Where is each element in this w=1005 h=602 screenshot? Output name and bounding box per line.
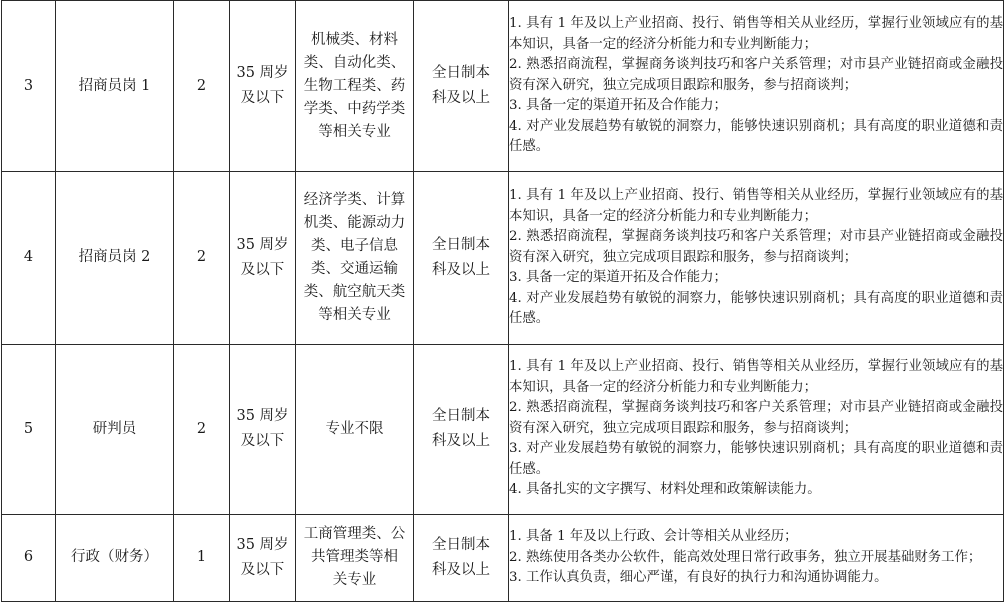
education-line: 科及以上 — [432, 433, 490, 450]
major-line: 经济学类、计算 — [303, 191, 406, 208]
major-line: 专业不限 — [325, 420, 384, 437]
major-requirement — [296, 1, 414, 172]
requirement-item: 3. 对产业发展趋势有敏锐的洞察力，能够快速识别商机；具有高度的职业道德和责任感。 — [509, 441, 1003, 477]
age-line: 35 周岁 — [236, 536, 289, 553]
education-line: 全日制本 — [432, 65, 490, 82]
table-row — [2, 172, 1004, 344]
position-name: 招商员岗 1 — [56, 1, 174, 172]
age-line: 及以下 — [240, 561, 285, 578]
recruitment-table — [1, 0, 1004, 602]
education-line: 全日制本 — [432, 536, 490, 553]
education-line: 科及以上 — [432, 561, 490, 578]
age-line: 35 周岁 — [236, 408, 289, 425]
major-line: 工商管理类、公 — [303, 526, 406, 543]
major-line: 类、电子信息 — [311, 237, 398, 254]
requirement-item: 1. 具有 1 年及以上产业招商、投行、销售等相关从业经历，掌握行业领域应有的基本知识，具备一定的经济分析能力和专业判断能力； — [509, 359, 1003, 395]
major-line: 类、自动化类、 — [303, 54, 406, 71]
row-number: 5 — [2, 344, 56, 514]
education-line: 科及以上 — [432, 90, 490, 107]
age-line: 及以下 — [240, 261, 285, 278]
age-line: 及以下 — [240, 433, 285, 450]
major-line: 共管理类等相 — [311, 549, 398, 566]
requirement-item: 4. 对产业发展趋势有敏锐的洞察力，能够快速识别商机；具有高度的职业道德和责任感。 — [509, 290, 1003, 327]
job-requirements — [509, 514, 1004, 601]
job-requirements — [509, 344, 1004, 514]
major-requirement — [296, 344, 414, 514]
requirement-item: 1. 具有 1 年及以上产业招商、投行、销售等相关从业经历，掌握行业领域应有的基本知识，具备一定的经济分析能力和专业判断能力； — [509, 188, 1003, 224]
headcount: 2 — [174, 172, 230, 344]
age-line: 及以下 — [240, 90, 285, 107]
position-name: 招商员岗 2 — [56, 172, 174, 344]
requirement-item: 4. 具备扎实的文字撰写、材料处理和政策解读能力。 — [509, 482, 821, 498]
major-line: 类、航空航天类 — [303, 283, 406, 300]
requirement-item: 3. 具备一定的渠道开拓及合作能力； — [509, 98, 727, 114]
requirement-item: 1. 具备 1 年及以上行政、会计等相关从业经历； — [509, 529, 798, 545]
headcount: 2 — [174, 1, 230, 172]
row-number: 6 — [2, 514, 56, 601]
major-line: 类、交通运输 — [311, 260, 398, 277]
major-line: 生物工程类、药 — [303, 77, 406, 94]
major-line: 学类、中药学类 — [303, 100, 406, 117]
job-requirements — [509, 1, 1004, 172]
position-name: 研判员 — [56, 344, 174, 514]
major-line: 机械类、材料 — [311, 31, 398, 48]
requirement-item: 4. 对产业发展趋势有敏锐的洞察力，能够快速识别商机；具有高度的职业道德和责任感。 — [509, 118, 1003, 155]
job-requirements — [509, 172, 1004, 344]
education-requirement — [414, 172, 509, 344]
major-line: 等相关专业 — [318, 306, 391, 323]
age-limit — [230, 1, 296, 172]
education-requirement — [414, 1, 509, 172]
major-requirement — [296, 514, 414, 601]
education-requirement — [414, 514, 509, 601]
age-limit — [230, 172, 296, 344]
education-line: 科及以上 — [432, 261, 490, 278]
position-name: 行政（财务） — [56, 514, 174, 601]
headcount: 1 — [174, 514, 230, 601]
table-row — [2, 1, 1004, 172]
headcount: 2 — [174, 344, 230, 514]
education-requirement — [414, 344, 509, 514]
age-line: 35 周岁 — [236, 65, 289, 82]
major-line: 等相关专业 — [318, 123, 391, 140]
table-row — [2, 514, 1004, 601]
table-row — [2, 344, 1004, 514]
table-body — [2, 1, 1004, 602]
age-limit — [230, 514, 296, 601]
requirement-item: 1. 具有 1 年及以上产业招商、投行、销售等相关从业经历，掌握行业领域应有的基本知识，具备一定的经济分析能力和专业判断能力； — [509, 16, 1003, 52]
major-line: 关专业 — [332, 572, 377, 589]
major-requirement — [296, 172, 414, 344]
education-line: 全日制本 — [432, 236, 490, 253]
requirement-item: 3. 具备一定的渠道开拓及合作能力； — [509, 270, 727, 286]
age-line: 35 周岁 — [236, 236, 289, 253]
requirement-item: 2. 熟悉招商流程，掌握商务谈判技巧和客户关系管理；对市县产业链招商或金融投资有深入研究，独立完成项目跟踪和服务，参与招商谈判； — [509, 229, 1003, 265]
requirement-item: 2. 熟悉招商流程，掌握商务谈判技巧和客户关系管理；对市县产业链招商或金融投资有深入研究，独立完成项目跟踪和服务，参与招商谈判； — [509, 400, 1003, 436]
age-limit — [230, 344, 296, 514]
requirement-item: 3. 工作认真负责，细心严谨，有良好的执行力和沟通协调能力。 — [509, 570, 888, 586]
requirement-item: 2. 熟悉招商流程，掌握商务谈判技巧和客户关系管理；对市县产业链招商或金融投资有深入研究，独立完成项目跟踪和服务，参与招商谈判； — [509, 57, 1003, 93]
major-line: 机类、能源动力 — [303, 214, 406, 231]
requirement-item: 2. 熟练使用各类办公软件，能高效处理日常行政事务，独立开展基础财务工作； — [509, 549, 982, 565]
row-number: 3 — [2, 1, 56, 172]
education-line: 全日制本 — [432, 408, 490, 425]
row-number: 4 — [2, 172, 56, 344]
